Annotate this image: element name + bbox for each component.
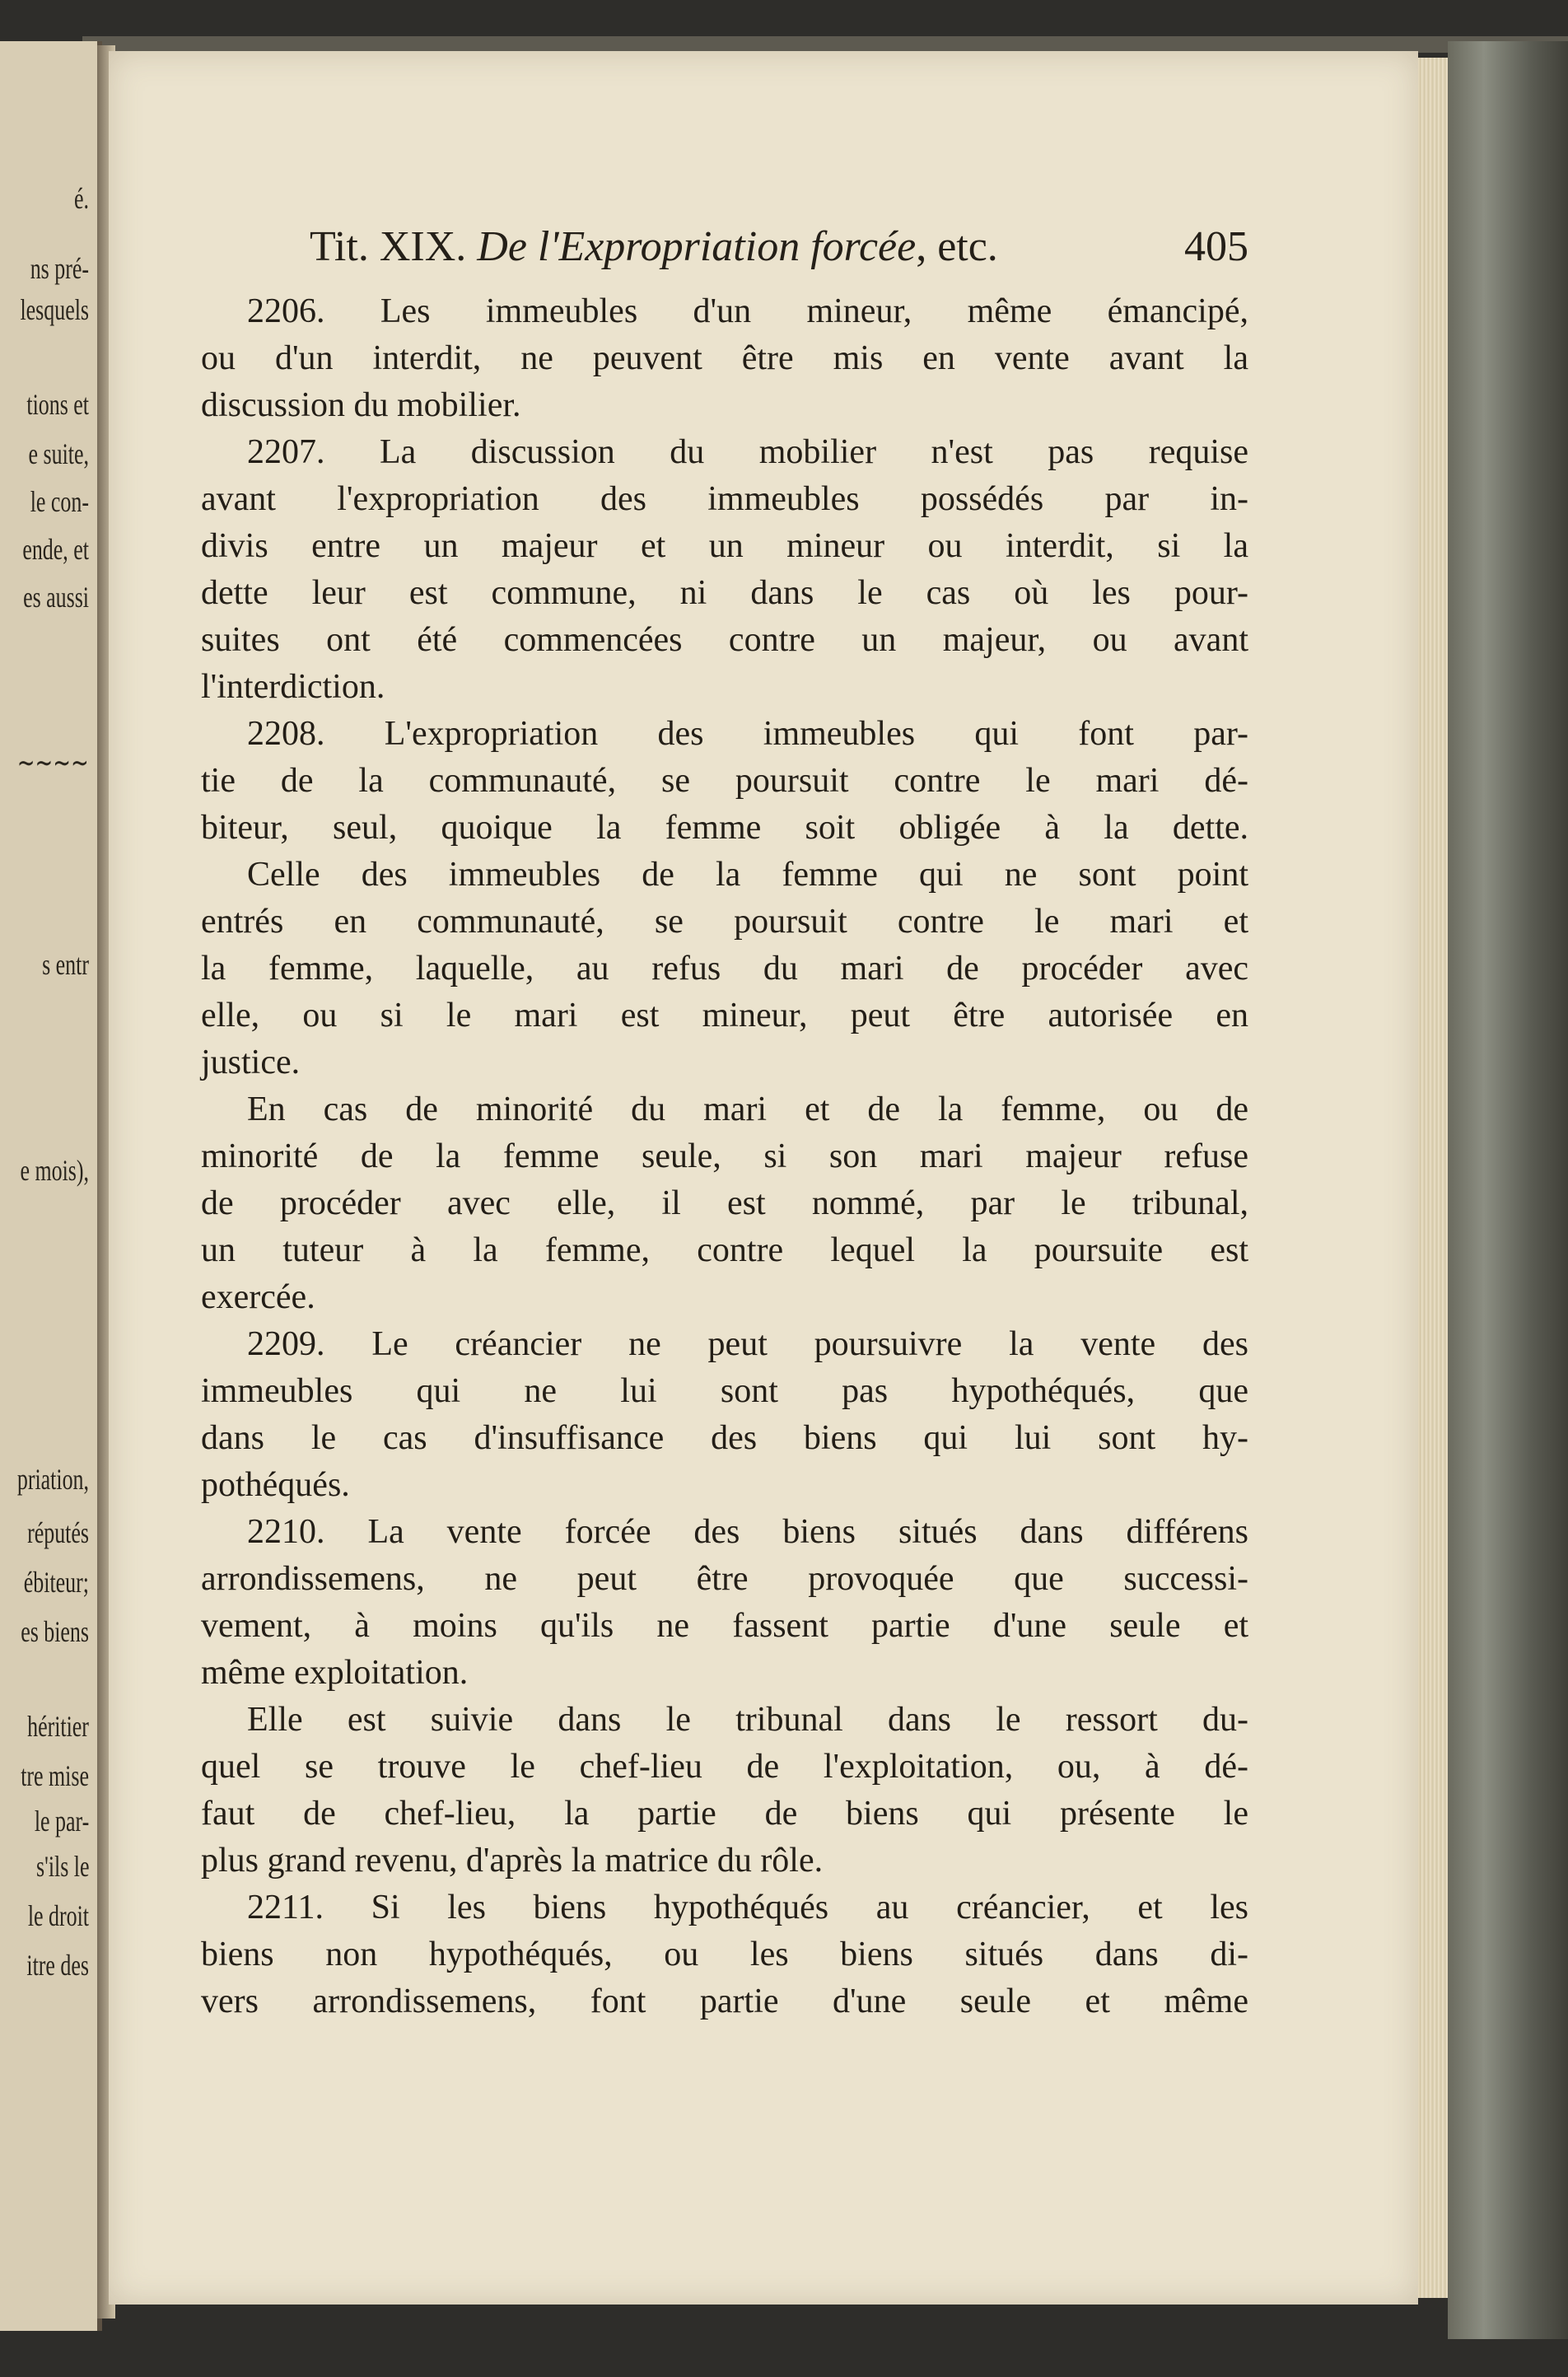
running-title	[310, 222, 998, 271]
text-line: même exploitation.	[201, 1654, 469, 1692]
text-line: biens non hypothéqués, ou les biens situés dans di-	[201, 1936, 1248, 1973]
text-line: de procéder avec elle, il est nommé, par le tribunal,	[201, 1184, 1248, 1222]
title-number: Tit. XIX.	[310, 223, 467, 270]
left-fragment: ∼∼∼∼	[17, 746, 89, 779]
book-cover-top-edge	[82, 36, 1568, 53]
left-page-fragment	[0, 41, 102, 2331]
text-line: exercée.	[201, 1278, 315, 1316]
page-edges	[1418, 58, 1448, 2298]
left-fragment: é.	[74, 182, 89, 215]
body-text	[201, 288, 1248, 2025]
text-line: tie de la communauté, se poursuit contre le mari dé-	[201, 762, 1248, 800]
left-fragment: ns pré-	[30, 252, 89, 285]
text-line: faut de chef-lieu, la partie de biens qui présente le	[201, 1795, 1248, 1833]
text-line: En cas de minorité du mari et de la femme, ou de	[247, 1090, 1248, 1128]
text-line: biteur, seul, quoique la femme soit obligée à la dette.	[201, 809, 1248, 847]
text-line: dette leur est commune, ni dans le cas où les pour-	[201, 574, 1248, 612]
title-tail: , etc.	[916, 223, 998, 270]
left-fragment: ébiteur;	[23, 1566, 89, 1599]
text-line: 2210. La vente forcée des biens situés dans différens	[247, 1513, 1248, 1551]
text-line: discussion du mobilier.	[201, 386, 521, 424]
left-fragment: itre des	[26, 1949, 89, 1982]
text-line: Elle est suivie dans le tribunal dans le ressort du-	[247, 1701, 1248, 1739]
text-line: arrondissemens, ne peut être provoquée que successi-	[201, 1560, 1248, 1598]
text-line: justice.	[201, 1044, 301, 1081]
text-line: divis entre un majeur et un mineur ou interdit, si la	[201, 527, 1248, 565]
left-fragment: e suite,	[28, 437, 89, 470]
left-fragment: le droit	[27, 1899, 89, 1932]
text-line: elle, ou si le mari est mineur, peut être autorisée en	[201, 997, 1248, 1034]
title-italic: De l'Expropriation forcée	[477, 223, 917, 270]
left-fragment: ende, et	[22, 533, 89, 566]
left-fragment: es biens	[21, 1615, 89, 1648]
page-number: 405	[1184, 223, 1248, 270]
text-line: un tuteur à la femme, contre lequel la poursuite est	[201, 1231, 1248, 1269]
running-header	[310, 222, 1248, 280]
text-line: l'interdiction.	[201, 668, 385, 706]
text-line: vement, à moins qu'ils ne fassent partie d'une seule et	[201, 1607, 1248, 1645]
left-fragment: le par-	[34, 1805, 89, 1838]
text-line: 2206. Les immeubles d'un mineur, même émancipé,	[247, 292, 1248, 330]
left-fragment: tre mise	[21, 1759, 89, 1792]
left-fragment: réputés	[27, 1516, 89, 1549]
book-cover	[1448, 41, 1568, 2339]
left-fragment: priation,	[16, 1463, 89, 1496]
left-fragment: héritier	[27, 1710, 89, 1743]
text-line: la femme, laquelle, au refus du mari de procéder avec	[201, 950, 1248, 988]
left-fragment: s'ils le	[35, 1850, 89, 1883]
text-line: entrés en communauté, se poursuit contre le mari et	[201, 903, 1248, 941]
text-line: avant l'expropriation des immeubles possédés par in-	[201, 480, 1248, 518]
left-fragment: es aussi	[23, 581, 89, 614]
left-fragment: e mois),	[20, 1154, 89, 1187]
text-line: minorité de la femme seule, si son mari majeur refuse	[201, 1137, 1248, 1175]
text-line: ou d'un interdit, ne peuvent être mis en vente avant la	[201, 339, 1248, 377]
text-line: pothéqués.	[201, 1466, 350, 1504]
text-line: suites ont été commencées contre un majeur, ou avant	[201, 621, 1248, 659]
left-fragment: le con-	[30, 485, 89, 518]
left-fragment: tions et	[26, 388, 89, 421]
text-line: quel se trouve le chef-lieu de l'exploitation, ou, à dé-	[201, 1748, 1248, 1786]
text-line: Celle des immeubles de la femme qui ne sont point	[247, 856, 1248, 894]
text-line: vers arrondissemens, font partie d'une seule et même	[201, 1982, 1248, 2020]
text-line: 2211. Si les biens hypothéqués au créancier, et les	[247, 1889, 1248, 1926]
text-line: immeubles qui ne lui sont pas hypothéqués, que	[201, 1372, 1248, 1410]
text-line: plus grand revenu, d'après la matrice du rôle.	[201, 1842, 824, 1880]
left-fragment: s entr	[42, 948, 89, 981]
left-fragment: lesquels	[20, 293, 89, 326]
text-line: 2209. Le créancier ne peut poursuivre la vente des	[247, 1325, 1248, 1363]
text-line: 2207. La discussion du mobilier n'est pas requise	[247, 433, 1248, 471]
text-line: dans le cas d'insuffisance des biens qui lui sont hy-	[201, 1419, 1248, 1457]
text-line: 2208. L'expropriation des immeubles qui font par-	[247, 715, 1248, 753]
